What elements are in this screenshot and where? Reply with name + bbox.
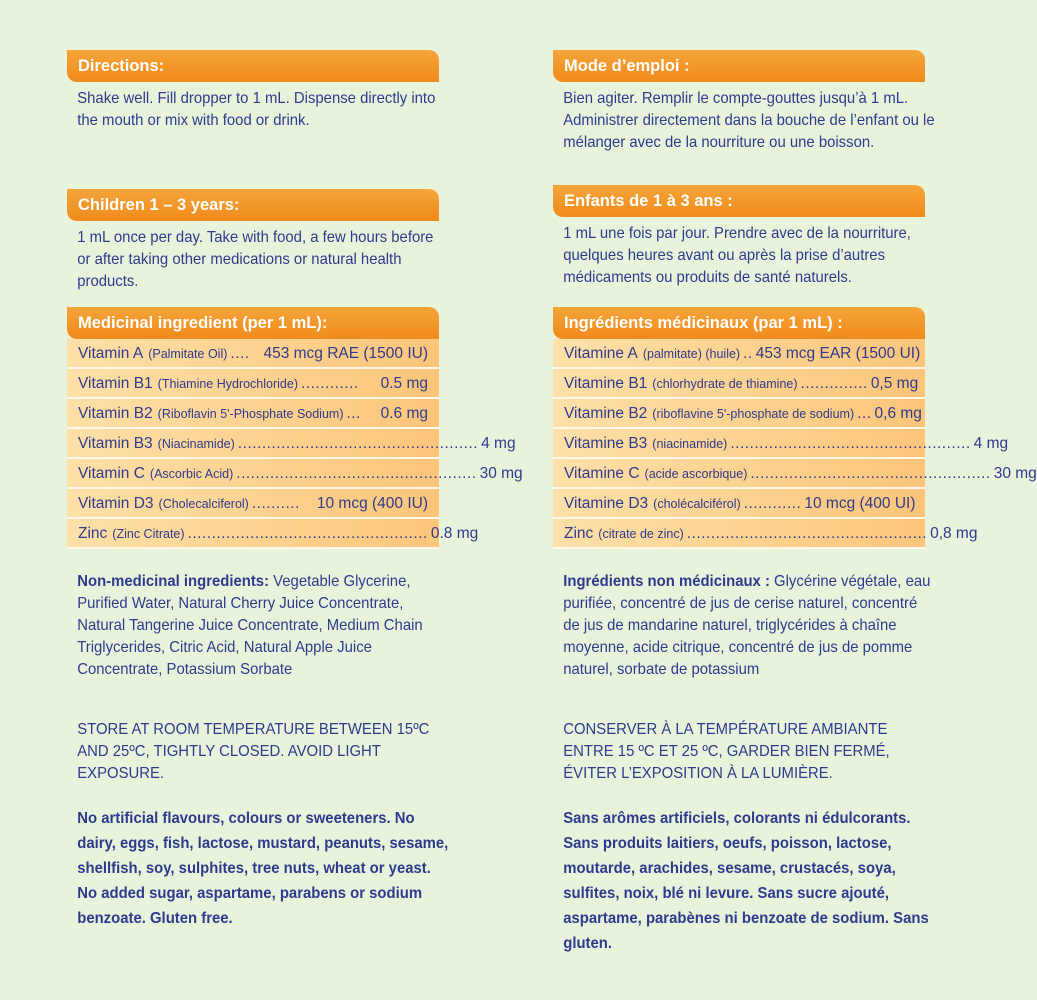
medicinal-ingredients-table — [67, 339, 523, 549]
ingredient-name: Vitamin B2 — [78, 405, 153, 422]
ingredient-amount: 30 mg — [993, 465, 1037, 482]
ingredient-row — [553, 369, 925, 399]
ingredients-medicinaux-header: Ingrédients médicinaux (par 1 mL) : — [553, 307, 925, 339]
ingredient-name: Vitamine B1 — [564, 375, 648, 392]
ingredient-leader: ... — [346, 405, 361, 422]
ingredient-row — [67, 489, 439, 519]
ingredient-source: (niacinamide) — [652, 437, 728, 451]
ingredient-leader: .............. — [800, 375, 868, 392]
ingredient-source: (Zinc Citrate) — [112, 527, 185, 541]
non-medicinaux-text — [553, 571, 935, 681]
conserver-section — [553, 719, 925, 785]
conserver-text: CONSERVER À LA TEMPÉRATURE AMBIANTE ENTRE 15 ºC ET 25 ºC, GARDER BIEN FERMÉ, ÉVITER L’EXPOSITION À LA LUMIÈRE. — [563, 721, 890, 782]
storage-text: STORE AT ROOM TEMPERATURE BETWEEN 15ºC AND 25ºC, TIGHTLY CLOSED. AVOID LIGHT EXPOSURE. — [77, 721, 430, 782]
ingredient-name: Vitamine B3 — [564, 435, 648, 452]
ingredient-row — [553, 339, 925, 369]
ingredient-leader: ... — [857, 405, 872, 422]
ingredient-leader: .................................................. — [686, 525, 928, 542]
dosage-header: Children 1 – 3 years: — [67, 189, 439, 221]
ingredient-row — [67, 519, 479, 549]
ingredient-row — [553, 399, 925, 429]
ingredient-source: (citrate de zinc) — [598, 527, 684, 541]
sans-text: Sans arômes artificiels, colorants ni édulcorants. Sans produits laitiers, oeufs, poisson, lactose, moutarde, arachides, sesame, crustacés, soya, sulfites, noix, blé ni levure. Sans sucre ajouté, aspartame, parabènes ni benzoate de sodium. Sans gluten. — [563, 810, 929, 952]
ingredient-leader: .................................................. — [750, 465, 991, 482]
ingredient-row — [67, 369, 439, 399]
ingredients-medicinaux-table — [553, 339, 1037, 549]
non-medicinal-list: Vegetable Glycerine, Purified Water, Natural Cherry Juice Concentrate, Natural Tangerine Juice Concentrate, Medium Chain Triglycerides, Citric Acid, Natural Apple Juice Concentrate, Potassium Sorbate — [77, 573, 423, 678]
dosage-text: 1 mL once per day. Take with food, a few hours before or after taking other medications or natural health products. — [77, 229, 434, 290]
enfants-header: Enfants de 1 à 3 ans : — [553, 185, 925, 217]
non-medicinaux-section — [553, 571, 931, 681]
ingredient-row — [553, 429, 1009, 459]
ingredient-row — [67, 399, 439, 429]
ingredient-row — [553, 489, 925, 519]
ingredient-row — [67, 339, 439, 369]
ingredient-amount: 10 mcg (400 IU) — [316, 495, 428, 512]
ingredient-name: Vitamin B1 — [78, 375, 153, 392]
storage-section — [67, 719, 439, 785]
ingredient-name: Vitamin B3 — [78, 435, 153, 452]
ingredient-row — [553, 519, 978, 549]
sans-section — [553, 806, 929, 956]
ingredient-source: (chlorhydrate de thiamine) — [652, 377, 798, 391]
ingredient-source: (riboflavine 5'-phosphate de sodium) — [652, 407, 855, 421]
ingredient-leader: .................................................. — [237, 435, 479, 452]
ingredient-source: (Palmitate Oil) — [148, 347, 228, 361]
ingredient-name: Zinc — [564, 525, 594, 542]
medicinal-header: Medicinal ingredient (per 1 mL): — [67, 307, 439, 339]
ingredient-amount: 0.5 mg — [380, 375, 428, 392]
ingredient-source: (Thiamine Hydrochloride) — [157, 377, 298, 391]
directions-header: Directions: — [67, 50, 439, 82]
ingredient-amount: 453 mcg EAR (1500 UI) — [755, 345, 921, 362]
directions-section — [67, 50, 439, 132]
ingredient-leader: .. — [743, 345, 753, 362]
dosage-section — [67, 189, 439, 293]
ingredient-leader: .... — [230, 345, 250, 362]
ingredient-name: Vitamin D3 — [78, 495, 154, 512]
ingredient-source: (cholécalciférol) — [653, 497, 741, 511]
medicinal-ingredients-section — [67, 307, 523, 549]
ingredient-amount: 0.6 mg — [380, 405, 428, 422]
ingredient-leader: .................................................. — [236, 465, 477, 482]
non-medicinal-text — [67, 571, 449, 681]
ingredient-row — [67, 459, 523, 489]
ingredient-row — [553, 459, 1037, 489]
non-medicinal-label: Non-medicinal ingredients: — [77, 573, 270, 590]
ingredient-source: (Niacinamide) — [157, 437, 235, 451]
ingredient-leader: .......... — [251, 495, 300, 512]
ingredient-amount: 30 mg — [479, 465, 523, 482]
ingredient-amount: 0.8 mg — [430, 525, 479, 542]
ingredient-amount: 10 mcg (400 UI) — [804, 495, 916, 512]
ingredient-leader: .................................................. — [730, 435, 971, 452]
ingredient-name: Vitamin A — [78, 345, 144, 362]
ingredient-name: Vitamin C — [78, 465, 145, 482]
ingredient-source: (Ascorbic Acid) — [149, 467, 234, 481]
ingredient-source: (Riboflavin 5'-Phosphate Sodium) — [157, 407, 344, 421]
ingredient-name: Zinc — [78, 525, 108, 542]
ingredient-name: Vitamine C — [564, 465, 640, 482]
ingredient-amount: 0,5 mg — [870, 375, 919, 392]
ingredient-source: (acide ascorbique) — [644, 467, 748, 481]
ingredient-amount: 0,8 mg — [930, 525, 978, 542]
ingredient-source: (palmitate) (huile) — [642, 347, 741, 361]
ingredient-name: Vitamine B2 — [564, 405, 648, 422]
ingredient-leader: .................................................. — [187, 525, 428, 542]
mode-emploi-header: Mode d’emploi : — [553, 50, 925, 82]
ingredient-amount: 4 mg — [481, 435, 516, 452]
enfants-text: 1 mL une fois par jour. Prendre avec de la nourriture, quelques heures avant ou après la prise d’autres médicaments ou produits de santé naturels. — [563, 225, 911, 286]
ingredient-row — [67, 429, 516, 459]
ingredient-name: Vitamine A — [564, 345, 638, 362]
ingredient-amount: 453 mcg RAE (1500 IU) — [263, 345, 428, 362]
claims-text: No artificial flavours, colours or sweeteners. No dairy, eggs, fish, lactose, mustard, peanuts, sesame, shellfish, soy, sulphites, tree nuts, wheat or yeast. No added sugar, aspartame, parabens or sodium benzoate. Gluten free. — [77, 810, 449, 927]
claims-section — [67, 806, 449, 931]
ingredient-leader: ............ — [301, 375, 359, 392]
enfants-section — [553, 185, 925, 289]
mode-emploi-text: Bien agiter. Remplir le compte-gouttes jusqu’à 1 mL. Administrer directement dans la bouche de l’enfant ou le mélanger avec de la nourriture ou une boisson. — [563, 90, 935, 151]
ingredients-medicinaux-section — [553, 307, 1037, 549]
non-medicinal-section — [67, 571, 439, 681]
ingredient-amount: 0,6 mg — [874, 405, 922, 422]
mode-emploi-section — [553, 50, 935, 154]
directions-text: Shake well. Fill dropper to 1 mL. Dispense directly into the mouth or mix with food or drink. — [77, 90, 436, 129]
non-medicinaux-list: Glycérine végétale, eau purifiée, concentré de jus de cerise naturel, concentré de jus de mandarine naturel, triglycérides à chaîne moyenne, acide citrique, concentré de jus de pomme naturel, sorbate de potassium — [563, 573, 931, 678]
ingredient-amount: 4 mg — [973, 435, 1009, 452]
non-medicinaux-label: Ingrédients non médicinaux : — [563, 573, 770, 590]
ingredient-name: Vitamine D3 — [564, 495, 649, 512]
ingredient-source: (Cholecalciferol) — [158, 497, 249, 511]
ingredient-leader: ............ — [743, 495, 802, 512]
